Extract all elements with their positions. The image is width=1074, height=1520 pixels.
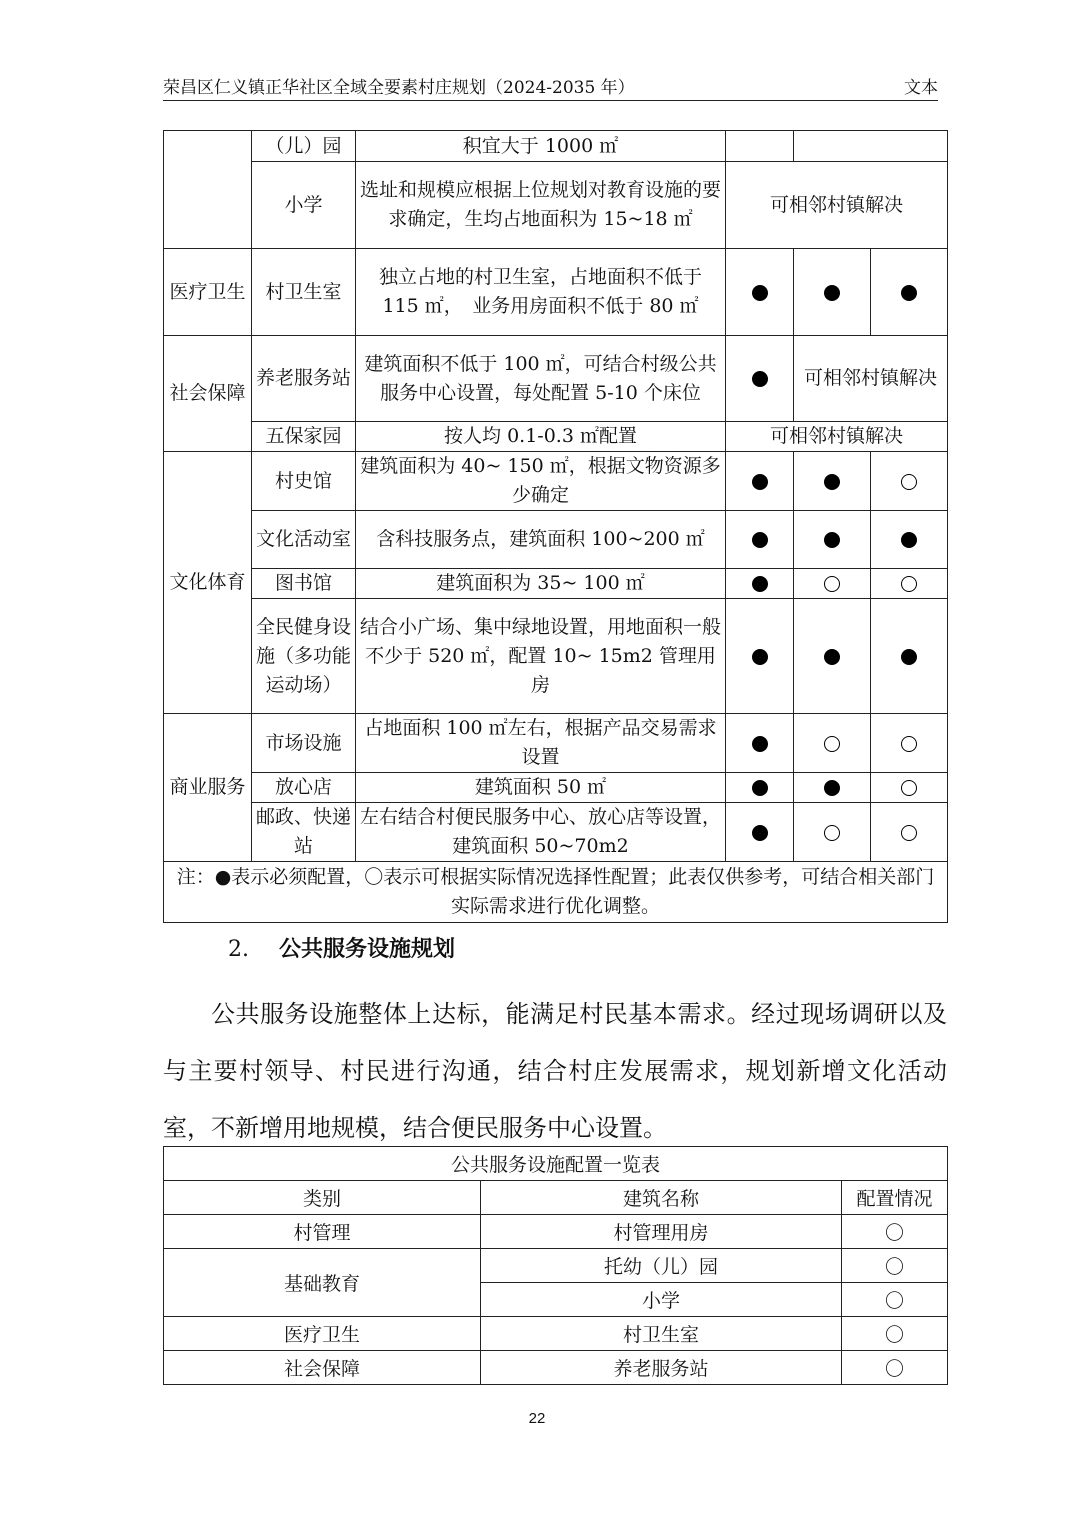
- config-cell: [726, 599, 794, 714]
- config-cell: 〇: [842, 1351, 948, 1385]
- hollow-circle-icon: [824, 576, 840, 592]
- config-cell: [871, 569, 948, 599]
- facility-name: 养老服务站: [252, 336, 356, 422]
- document-title: 荣昌区仁义镇正华社区全域全要素村庄规划（2024-2035 年）: [163, 78, 635, 98]
- section-title: 公共服务设施规划: [279, 937, 456, 962]
- facility-name: 图书馆: [252, 569, 356, 599]
- config-cell: [794, 131, 948, 162]
- config-cell: [726, 452, 794, 511]
- table-row: [164, 131, 948, 162]
- filled-circle-icon: [824, 649, 840, 665]
- config-cell: [871, 803, 948, 862]
- config-text: 可相邻村镇解决: [726, 422, 948, 452]
- table-header-row: [164, 1181, 948, 1215]
- building-name: 小学: [481, 1283, 842, 1317]
- config-text: 可相邻村镇解决: [726, 162, 948, 249]
- building-name: 村管理用房: [481, 1215, 842, 1249]
- section-number: 2.: [228, 937, 249, 962]
- facility-desc: 独立占地的村卫生室，占地面积不低于 115 ㎡， 业务用房面积不低于 80 ㎡: [356, 249, 726, 336]
- filled-circle-icon: [901, 532, 917, 548]
- table-row: [164, 1351, 948, 1385]
- config-text: 可相邻村镇解决: [794, 336, 948, 422]
- facility-desc: 占地面积 100 ㎡左右，根据产品交易需求设置: [356, 714, 726, 773]
- config-cell: [726, 569, 794, 599]
- config-cell: [726, 249, 794, 336]
- building-name: 村卫生室: [481, 1317, 842, 1351]
- config-cell: 〇: [842, 1215, 948, 1249]
- config-cell: [794, 599, 871, 714]
- table-note: 注：●表示必须配置，〇表示可根据实际情况选择性配置；此表仅供参考，可结合相关部门实际需求进行优化调整。: [164, 862, 948, 923]
- config-cell: 〇: [842, 1249, 948, 1283]
- filled-circle-icon: [752, 285, 768, 301]
- table-note-row: [164, 862, 948, 923]
- config-cell: 〇: [842, 1283, 948, 1317]
- config-cell: [871, 452, 948, 511]
- filled-circle-icon: [824, 532, 840, 548]
- table-title-row: [164, 1147, 948, 1181]
- building-name: 托幼（儿）园: [481, 1249, 842, 1283]
- facility-desc: 结合小广场、集中绿地设置，用地面积一般不少于 520 ㎡，配置 10~ 15m2 管理用房: [356, 599, 726, 714]
- filled-circle-icon: [752, 371, 768, 387]
- category-cell: 社会保障: [164, 1351, 481, 1385]
- config-cell: [794, 452, 871, 511]
- config-cell: [726, 714, 794, 773]
- filled-circle-icon: [752, 576, 768, 592]
- facility-desc: 选址和规模应根据上位规划对教育设施的要求确定，生均占地面积为 15~18 ㎡: [356, 162, 726, 249]
- table-row: [164, 599, 948, 714]
- body-paragraph: 公共服务设施整体上达标，能满足村民基本需求。经过现场调研以及与主要村领导、村民进行沟通，结合村庄发展需求，规划新增文化活动室，不新增用地规模，结合便民服务中心设置。: [163, 1000, 947, 1142]
- filled-circle-icon: [752, 780, 768, 796]
- config-cell: [726, 131, 794, 162]
- table-row: [164, 511, 948, 569]
- facility-name: 邮政、快递站: [252, 803, 356, 862]
- category-cell: 基础教育: [164, 1249, 481, 1317]
- page-number: 22: [528, 1410, 546, 1427]
- config-cell: [871, 773, 948, 803]
- category-cell: 医疗卫生: [164, 1317, 481, 1351]
- config-cell: [871, 249, 948, 336]
- facility-desc: 建筑面积 50 ㎡: [356, 773, 726, 803]
- filled-circle-icon: [752, 649, 768, 665]
- facility-name: 五保家园: [252, 422, 356, 452]
- filled-circle-icon: [752, 474, 768, 490]
- config-cell: [726, 511, 794, 569]
- hollow-circle-icon: [901, 576, 917, 592]
- filled-circle-icon: [901, 285, 917, 301]
- category-cell: 村管理: [164, 1215, 481, 1249]
- table-row: [164, 773, 948, 803]
- column-header: 配置情况: [842, 1181, 948, 1215]
- facility-desc: 建筑面积不低于 100 ㎡，可结合村级公共服务中心设置，每处配置 5-10 个床位: [356, 336, 726, 422]
- facility-desc: 含科技服务点，建筑面积 100~200 ㎡: [356, 511, 726, 569]
- table-row: [164, 803, 948, 862]
- filled-circle-icon: [752, 736, 768, 752]
- filled-circle-icon: [752, 825, 768, 841]
- facility-name: 小学: [252, 162, 356, 249]
- table-title: 公共服务设施配置一览表: [164, 1147, 948, 1181]
- building-name: 养老服务站: [481, 1351, 842, 1385]
- section-heading: [228, 932, 455, 963]
- table-row: [164, 162, 948, 249]
- facility-name: 市场设施: [252, 714, 356, 773]
- config-cell: [726, 336, 794, 422]
- facility-name: 放心店: [252, 773, 356, 803]
- column-header: 建筑名称: [481, 1181, 842, 1215]
- table-row: [164, 452, 948, 511]
- filled-circle-icon: [901, 649, 917, 665]
- config-cell: [794, 569, 871, 599]
- facility-name: （儿）园: [252, 131, 356, 162]
- header-label: 文本: [904, 78, 938, 98]
- filled-circle-icon: [824, 285, 840, 301]
- config-cell: [794, 803, 871, 862]
- facility-desc: 建筑面积为 40~ 150 ㎡，根据文物资源多少确定: [356, 452, 726, 511]
- facility-name: 村史馆: [252, 452, 356, 511]
- page-header: [163, 76, 938, 101]
- facility-desc: 左右结合村便民服务中心、放心店等设置，建筑面积 50~70m2: [356, 803, 726, 862]
- table-row: [164, 714, 948, 773]
- config-cell: [871, 511, 948, 569]
- table-row: [164, 422, 948, 452]
- config-cell: [794, 249, 871, 336]
- table-row: [164, 336, 948, 422]
- facility-name: 村卫生室: [252, 249, 356, 336]
- hollow-circle-icon: [901, 825, 917, 841]
- filled-circle-icon: [824, 474, 840, 490]
- config-cell: [726, 803, 794, 862]
- facility-name: 文化活动室: [252, 511, 356, 569]
- category-cell: 医疗卫生: [164, 249, 252, 336]
- config-cell: [871, 714, 948, 773]
- hollow-circle-icon: [901, 736, 917, 752]
- config-cell: 〇: [842, 1317, 948, 1351]
- category-cell: 社会保障: [164, 336, 252, 452]
- config-cell: [871, 599, 948, 714]
- category-cell: 商业服务: [164, 714, 252, 862]
- table-row: [164, 1215, 948, 1249]
- hollow-circle-icon: [901, 780, 917, 796]
- config-cell: [794, 773, 871, 803]
- table-row: [164, 1317, 948, 1351]
- filled-circle-icon: [824, 780, 840, 796]
- table-row: [164, 1249, 948, 1283]
- facility-desc: 积宜大于 1000 ㎡: [356, 131, 726, 162]
- category-cell: 文化体育: [164, 452, 252, 714]
- config-cell: [794, 511, 871, 569]
- hollow-circle-icon: [824, 736, 840, 752]
- table-row: [164, 249, 948, 336]
- hollow-circle-icon: [901, 474, 917, 490]
- config-cell: [726, 773, 794, 803]
- config-cell: [794, 714, 871, 773]
- hollow-circle-icon: [824, 825, 840, 841]
- facility-name: 全民健身设施（多功能运动场）: [252, 599, 356, 714]
- facility-desc: 按人均 0.1-0.3 ㎡配置: [356, 422, 726, 452]
- category-cell: [164, 131, 252, 249]
- filled-circle-icon: [752, 532, 768, 548]
- column-header: 类别: [164, 1181, 481, 1215]
- facility-desc: 建筑面积为 35~ 100 ㎡: [356, 569, 726, 599]
- facility-standard-table: [163, 130, 948, 923]
- table-row: [164, 569, 948, 599]
- facility-config-table: [163, 1146, 948, 1385]
